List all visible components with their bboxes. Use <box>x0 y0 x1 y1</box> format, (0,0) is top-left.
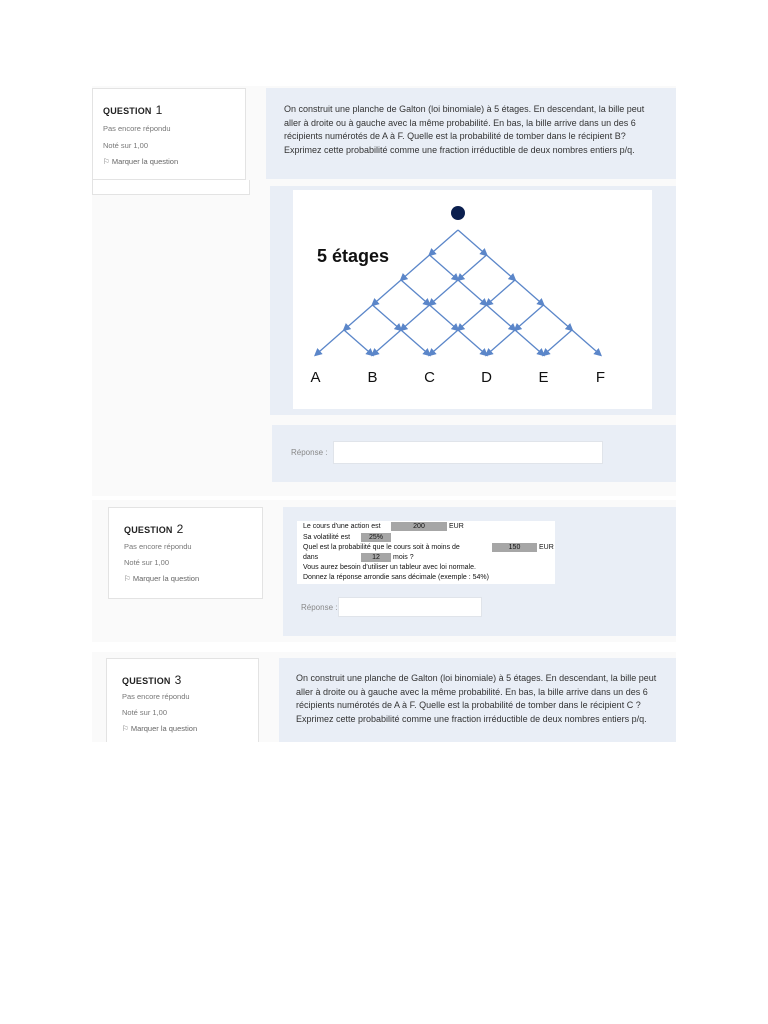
flag-label: Marquer la question <box>111 157 179 166</box>
flag-icon: ⚐ <box>122 724 129 733</box>
galton-arrow <box>430 330 459 355</box>
sheet-cell: 150 <box>492 543 537 552</box>
question-grade: Noté sur 1,00 <box>122 708 168 717</box>
question-number: 2 <box>176 522 184 536</box>
question-2-title <box>124 522 183 536</box>
galton-arrow <box>515 280 544 305</box>
galton-arrow <box>458 230 487 255</box>
answer-label: Réponse : <box>301 603 338 612</box>
question-grade: Noté sur 1,00 <box>124 558 170 567</box>
bin-label-f: F <box>595 369 606 386</box>
answer-label: Réponse : <box>291 448 328 457</box>
galton-arrow <box>572 330 601 355</box>
info-box-extension <box>92 180 250 195</box>
flag-label: Marquer la question <box>130 724 198 733</box>
bin-label-e: E <box>538 369 549 386</box>
galton-arrow <box>515 330 544 355</box>
answer-input[interactable] <box>338 597 482 617</box>
question-2-info <box>108 507 263 599</box>
galton-arrow <box>430 280 459 305</box>
galton-arrow <box>487 330 516 355</box>
answer-input[interactable] <box>333 441 603 464</box>
question-1-text: On construit une planche de Galton (loi binomiale) à 5 étages. En descendant, la bille peut aller à droite ou à gauche avec la même probabilité. En bas, la bille arrive dans un des 6 récipients numérotés de A à F. Quelle est la probabilité de tomber dans le récipient B? Exprimez cette probabilité comme une fraction irréductible de deux nombres entiers p/q. <box>284 104 645 155</box>
galton-arrow <box>344 305 373 330</box>
flag-icon: ⚐ <box>124 574 131 583</box>
galton-arrow <box>515 305 544 330</box>
question-1-info <box>92 88 246 180</box>
galton-arrow <box>373 280 402 305</box>
question-status: Pas encore répondu <box>103 124 171 133</box>
sheet-line-3: Quel est la probabilité que le cours soit à moins de <box>303 544 460 551</box>
question-1-title <box>103 103 162 117</box>
question-3-text: On construit une planche de Galton (loi binomiale) à 5 étages. En descendant, la bille peut aller à droite ou à gauche avec la même probabilité. En bas, la bille arrive dans un des 6 récipients numérotés de A à F. Quelle est la probabilité de tomber dans le récipient C ? Exprimez cette probabilité comme une fraction irréductible de deux nombres entiers p/q. <box>296 673 657 724</box>
question-label: QUESTION <box>103 106 152 116</box>
sheet-unit: mois ? <box>393 554 414 561</box>
galton-arrow <box>487 305 516 330</box>
question-number: 1 <box>155 103 163 117</box>
galton-arrow <box>373 305 402 330</box>
question-label: QUESTION <box>122 676 171 686</box>
galton-arrow <box>430 230 459 255</box>
question-1-figure-panel <box>270 186 676 415</box>
flag-question-link[interactable] <box>124 574 199 583</box>
galton-arrow <box>544 330 573 355</box>
sheet-text: Le cours d'une action est <box>303 523 381 530</box>
sheet-unit: EUR <box>539 544 554 551</box>
question-number: 3 <box>174 673 182 687</box>
sheet-line-2: Sa volatilité est <box>303 534 351 541</box>
galton-arrow <box>458 305 487 330</box>
question-1-answer-panel <box>272 425 676 482</box>
galton-arrow <box>487 280 516 305</box>
sheet-line-6: Donnez la réponse arrondie sans décimale (exemple : 54%) <box>303 574 489 581</box>
sheet-line-5: Vous aurez besoin d'utiliser un tableur avec loi normale. <box>303 564 476 571</box>
galton-arrow <box>430 305 459 330</box>
question-label: QUESTION <box>124 525 173 535</box>
question-grade: Noté sur 1,00 <box>103 141 149 150</box>
sheet-unit: EUR <box>449 523 464 530</box>
galton-arrow <box>487 255 516 280</box>
galton-arrow <box>344 330 373 355</box>
galton-arrow <box>401 280 430 305</box>
flag-icon: ⚐ <box>103 157 110 166</box>
question-3-text-panel <box>279 658 676 742</box>
galton-arrow <box>316 330 345 355</box>
bin-label-b: B <box>367 369 378 386</box>
galton-arrow <box>401 255 430 280</box>
galton-arrow <box>401 330 430 355</box>
question-2-panel <box>283 507 676 636</box>
question-3-info <box>106 658 259 742</box>
galton-arrow <box>458 280 487 305</box>
sheet-cell: 25% <box>361 533 391 542</box>
flag-question-link[interactable] <box>103 157 178 166</box>
galton-board-figure <box>293 190 652 409</box>
galton-arrow <box>458 255 487 280</box>
sheet-line-4: dans <box>303 554 319 561</box>
question-3-title <box>122 673 181 687</box>
bin-label-a: A <box>310 369 321 386</box>
flag-question-link[interactable] <box>122 724 197 733</box>
sheet-cell: 200 <box>391 522 447 531</box>
galton-arrow <box>430 255 459 280</box>
galton-arrow <box>373 330 402 355</box>
question-status: Pas encore répondu <box>122 692 190 701</box>
question-status: Pas encore répondu <box>124 542 192 551</box>
galton-arrow <box>401 305 430 330</box>
sheet-line-1 <box>303 522 381 532</box>
flag-label: Marquer la question <box>132 574 200 583</box>
ball <box>451 206 465 220</box>
bin-label-d: D <box>481 369 492 386</box>
galton-board-svg <box>293 190 652 409</box>
galton-arrow <box>544 305 573 330</box>
spreadsheet-image <box>297 521 555 584</box>
bin-label-c: C <box>424 369 435 386</box>
figure-title: 5 étages <box>317 246 390 266</box>
sheet-cell: 12 <box>361 553 391 562</box>
question-1-text-panel <box>266 88 676 179</box>
galton-arrow <box>458 330 487 355</box>
